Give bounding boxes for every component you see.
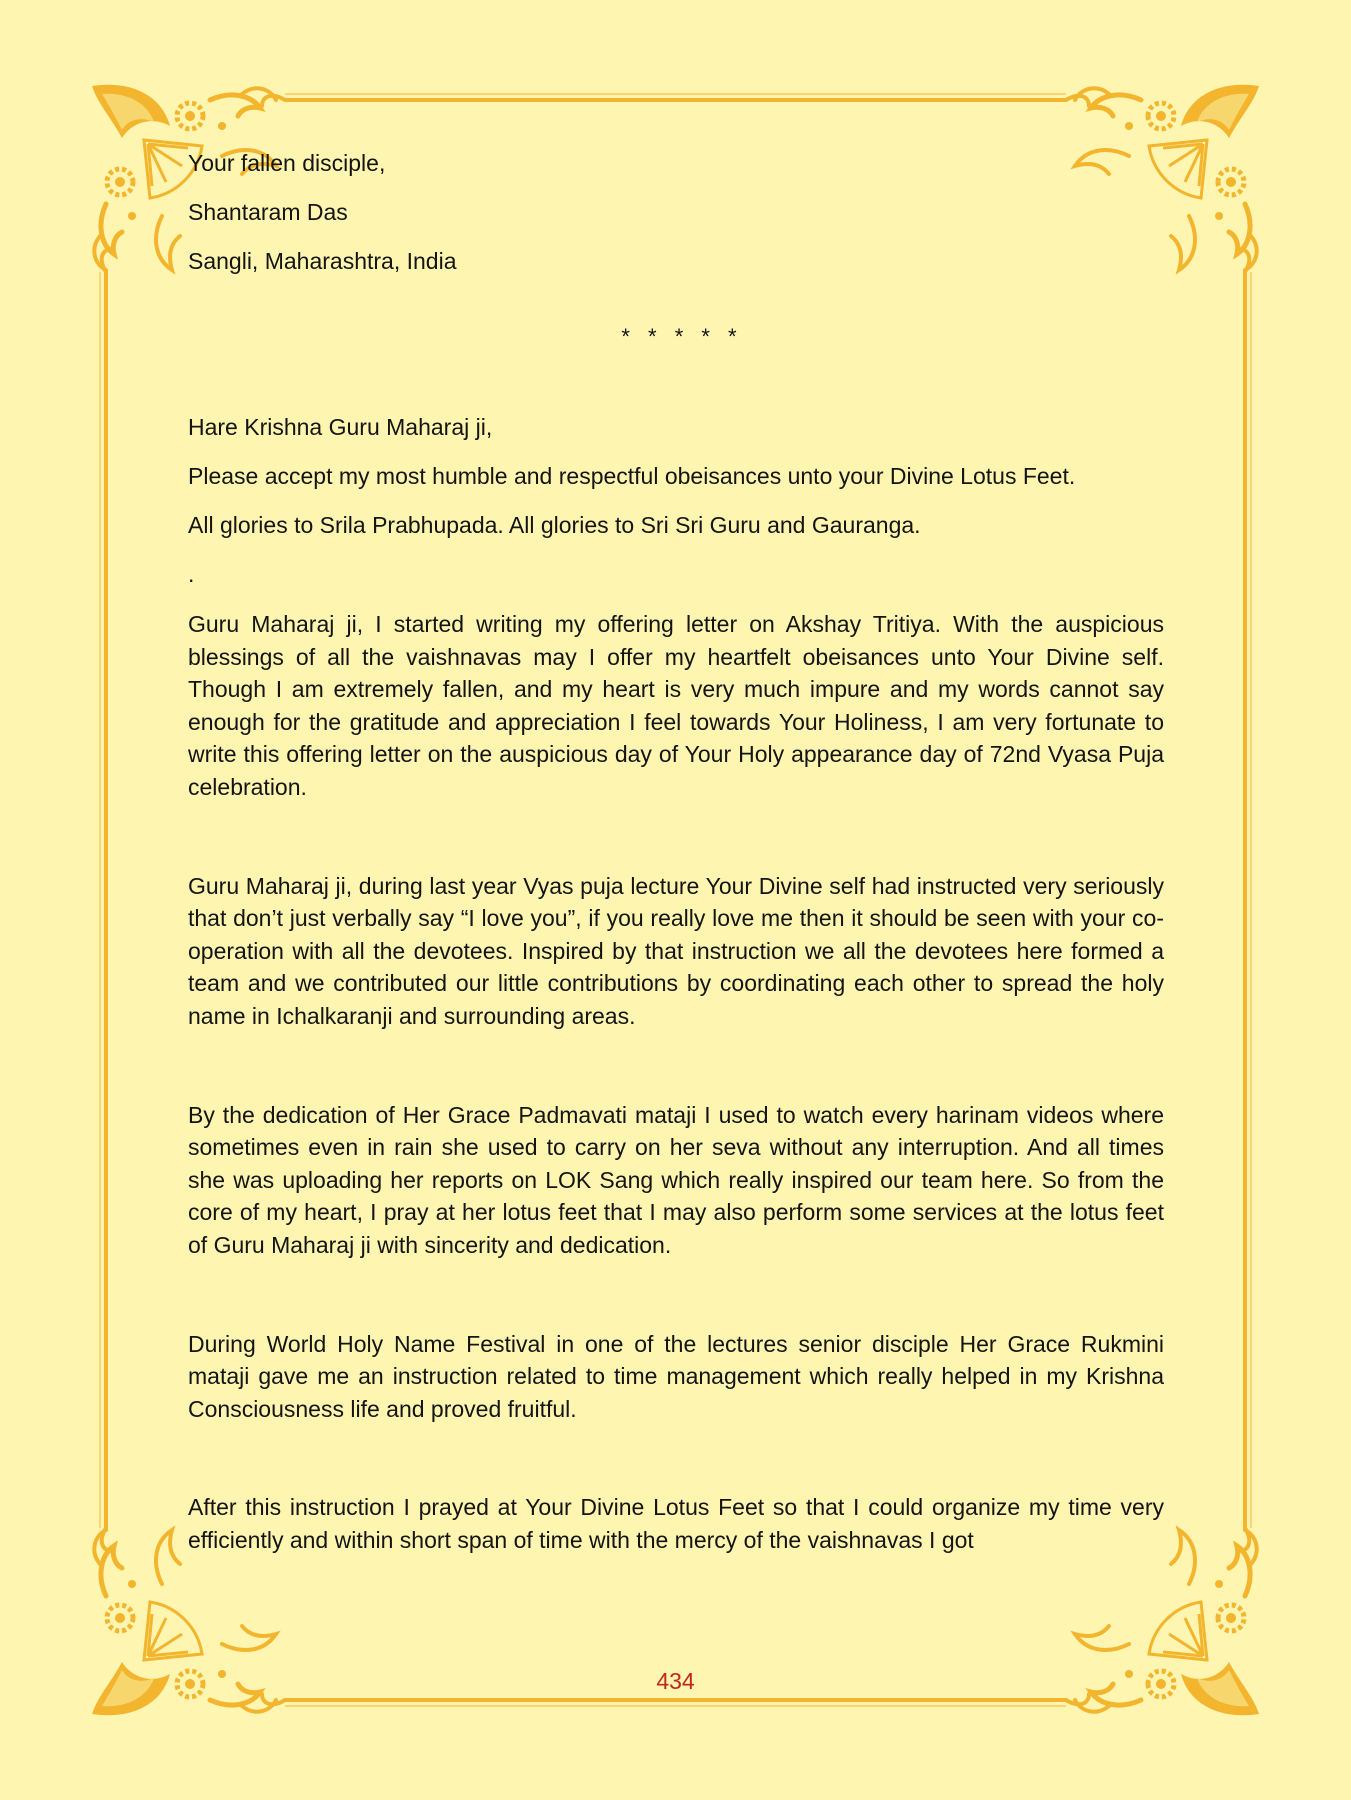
paragraph: During World Holy Name Festival in one of the lectures senior disciple Her Grace Rukmini mataji gave me an instruction related to time management which really helped in my Krishna Consciousness life and proved fruitful.: [188, 1330, 1164, 1422]
signature-name: Shantaram Das: [188, 199, 348, 225]
paragraph: Guru Maharaj ji, during last year Vyas puja lecture Your Divine self had instructed very seriously that don’t just verbally say “I love you”, if you really love me then it should be seen with your co-operation with all the devotees. Inspired by that instruction we all the devotees here formed a team and we contributed our little contributions by coordinating each other to spread the holy name in Ichalkaranji and surrounding areas.: [188, 872, 1164, 1029]
paragraph: Guru Maharaj ji, I started writing my offering letter on Akshay Tritiya. With the auspicious blessings of all the vaishnavas may I offer my heartfelt obeisances unto Your Divine self. Though I am extremely fallen, and my heart is very much impure and my words cannot say enough for the gratitude and appreciation I feel towards Your Holiness, I am very fortunate to write this offering letter on the auspicious day of Your Holy appearance day of 72nd Vyasa Puja celebration.: [188, 611, 1164, 800]
page-number: 434: [656, 1668, 695, 1694]
salutation: Hare Krishna Guru Maharaj ji,: [188, 414, 493, 440]
signature-closing: Your fallen disciple,: [188, 150, 386, 176]
obeisances-line: Please accept my most humble and respectful obeisances unto your Divine Lotus Feet.: [188, 463, 1076, 489]
glories-line: All glories to Srila Prabhupada. All glories to Sri Sri Guru and Gauranga.: [188, 512, 921, 538]
signature-location: Sangli, Maharashtra, India: [188, 248, 457, 274]
section-separator: * * * * *: [621, 324, 743, 349]
paragraph: By the dedication of Her Grace Padmavati mataji I used to watch every harinam videos where sometimes even in rain she used to carry on her seva without any interruption. And all times she was uploading her reports on LOK Sang which really inspired our team here. So from the core of my heart, I pray at her lotus feet that I may also perform some services at the lotus feet of Guru Maharaj ji with sincerity and dedication.: [188, 1101, 1164, 1258]
letter-content: [188, 148, 1164, 1556]
paragraph: After this instruction I prayed at Your Divine Lotus Feet so that I could organize my time very efficiently and within short span of time with the mercy of the vaishnavas I got: [188, 1494, 1164, 1553]
dot-line: .: [188, 561, 195, 587]
